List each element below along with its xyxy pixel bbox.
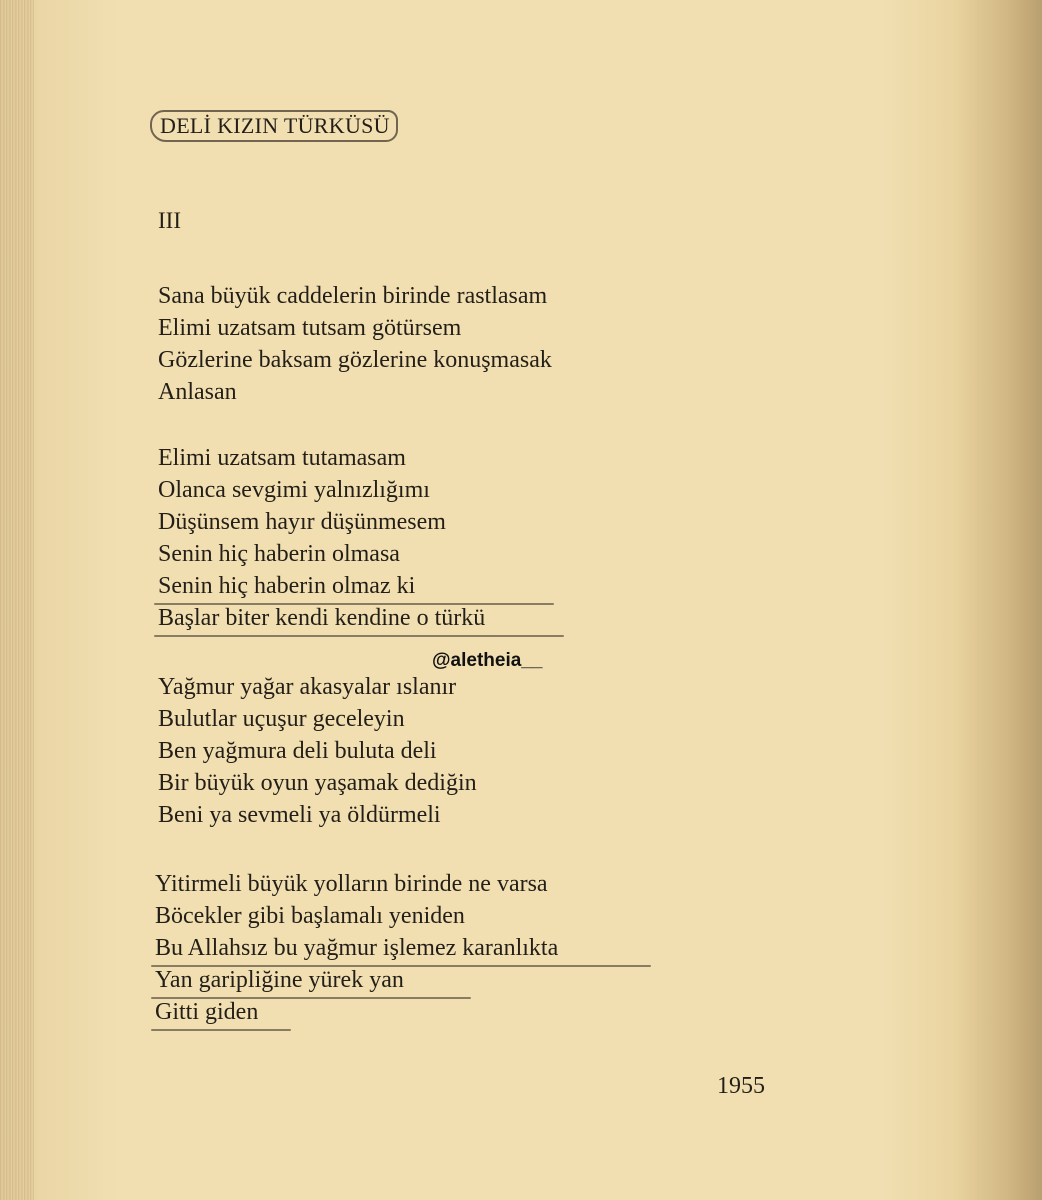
stanza-1 <box>158 280 552 408</box>
poem-line: Senin hiç haberin olmasa <box>158 541 400 567</box>
poem-line-underlined: Senin hiç haberin olmaz ki <box>158 570 485 602</box>
poem-line-underlined: Gitti giden <box>155 996 558 1028</box>
poem-line: Beni ya sevmeli ya öldürmeli <box>158 802 441 828</box>
poem-line: Ben yağmura deli buluta deli <box>158 738 437 764</box>
poem-line: Bulutlar uçuşur geceleyin <box>158 706 405 732</box>
book-gutter-shadow <box>952 0 1042 1200</box>
page-edges <box>0 0 34 1200</box>
poem-line: Bir büyük oyun yaşamak dediğin <box>158 770 477 796</box>
poem-line: Elimi uzatsam tutsam götürsem <box>158 315 462 341</box>
stanza-2 <box>158 442 485 634</box>
poem-line-underlined: Bu Allahsız bu yağmur işlemez karanlıkta <box>155 932 558 964</box>
stanza-4 <box>155 868 558 1028</box>
watermark-handle: @aletheia__ <box>432 650 543 671</box>
poem-line: Elimi uzatsam tutamasam <box>158 445 406 471</box>
poem-line: Gözlerine baksam gözlerine konuşmasak <box>158 347 552 373</box>
poem-line-underlined: Başlar biter kendi kendine o türkü <box>158 602 485 634</box>
poem-year: 1955 <box>717 1073 765 1099</box>
poem-line: Yitirmeli büyük yolların birinde ne varsa <box>155 871 548 897</box>
section-number: III <box>158 208 181 233</box>
poem-line: Böcekler gibi başlamalı yeniden <box>155 903 465 929</box>
poem-line-underlined: Yan garipliğine yürek yan <box>155 964 558 996</box>
poem-line: Yağmur yağar akasyalar ıslanır <box>158 674 457 700</box>
poem-line: Olanca sevgimi yalnızlığımı <box>158 477 430 503</box>
poem-title: DELİ KIZIN TÜRKÜSÜ <box>150 110 398 142</box>
poem-line: Düşünsem hayır düşünmesem <box>158 509 446 535</box>
stanza-3 <box>158 671 477 831</box>
poem-line: Sana büyük caddelerin birinde rastlasam <box>158 283 548 309</box>
poem-line: Anlasan <box>158 379 237 405</box>
